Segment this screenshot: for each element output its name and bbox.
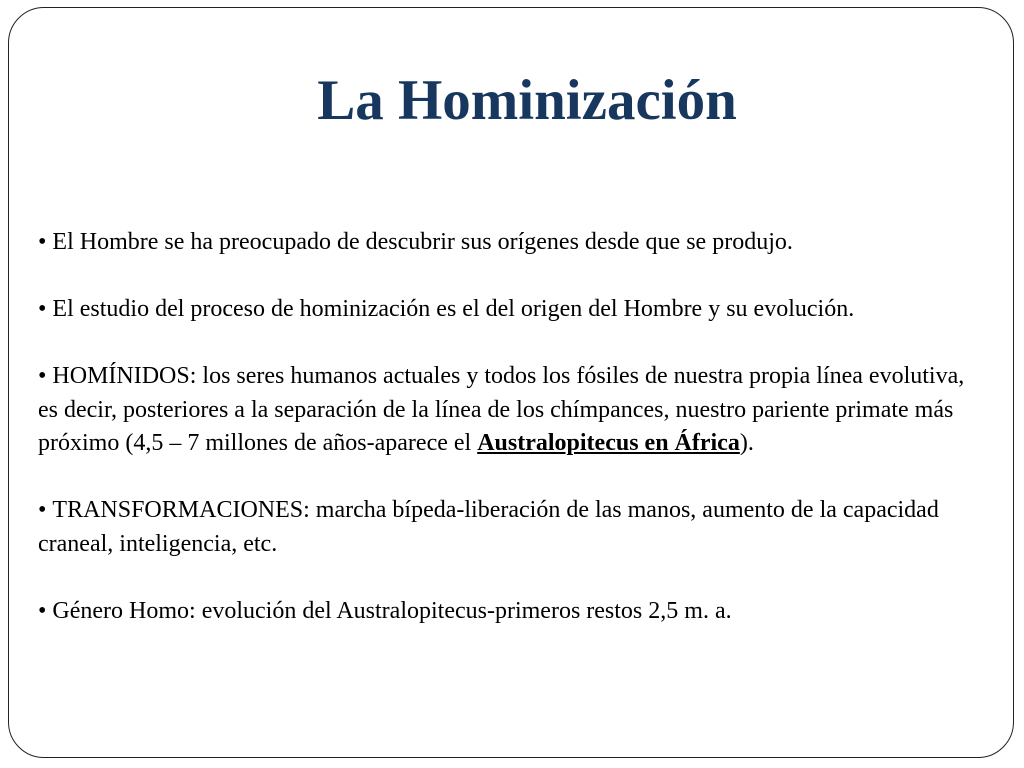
bullet-paragraph-1 — [38, 226, 988, 260]
paragraph-text-end: ). — [739, 430, 754, 456]
bullet-paragraph-4 — [38, 494, 988, 561]
bullet-paragraph-5 — [38, 595, 988, 629]
paragraph-text: El Hombre se ha preocupado de descubrir sus orígenes desde que se produjo. — [52, 229, 793, 255]
bullet-icon: • — [38, 597, 47, 624]
bullet-icon: • — [38, 497, 47, 523]
bullet-icon: • — [38, 296, 47, 322]
emphasized-term: Australopitecus en África — [477, 430, 740, 456]
paragraph-text: TRANSFORMACIONES: marcha bípeda-liberación de las manos, aumento de la capacidad craneal, inteligencia, etc. — [38, 497, 939, 557]
paragraph-text: HOMÍNIDOS: los seres humanos actuales y todos los fósiles de nuestra propia línea evolutiva, es decir, posteriores a la separación de la línea de los chímpances, nuestro pariente primate más próximo (4,5 – 7 millones de años-aparece el — [38, 363, 965, 456]
slide-title: La Hominización — [317, 69, 737, 132]
paragraph-text: Género Homo: evolución del Australopitecus-primeros restos 2,5 m. a. — [52, 597, 732, 624]
paragraph-text: El estudio del proceso de hominización es el del origen del Hombre y su evolución. — [52, 296, 855, 322]
bullet-paragraph-3 — [38, 360, 988, 461]
bullet-icon: • — [38, 229, 47, 255]
bullet-icon: • — [38, 363, 47, 389]
bullet-paragraph-2 — [38, 293, 988, 327]
slide-body — [38, 226, 988, 628]
